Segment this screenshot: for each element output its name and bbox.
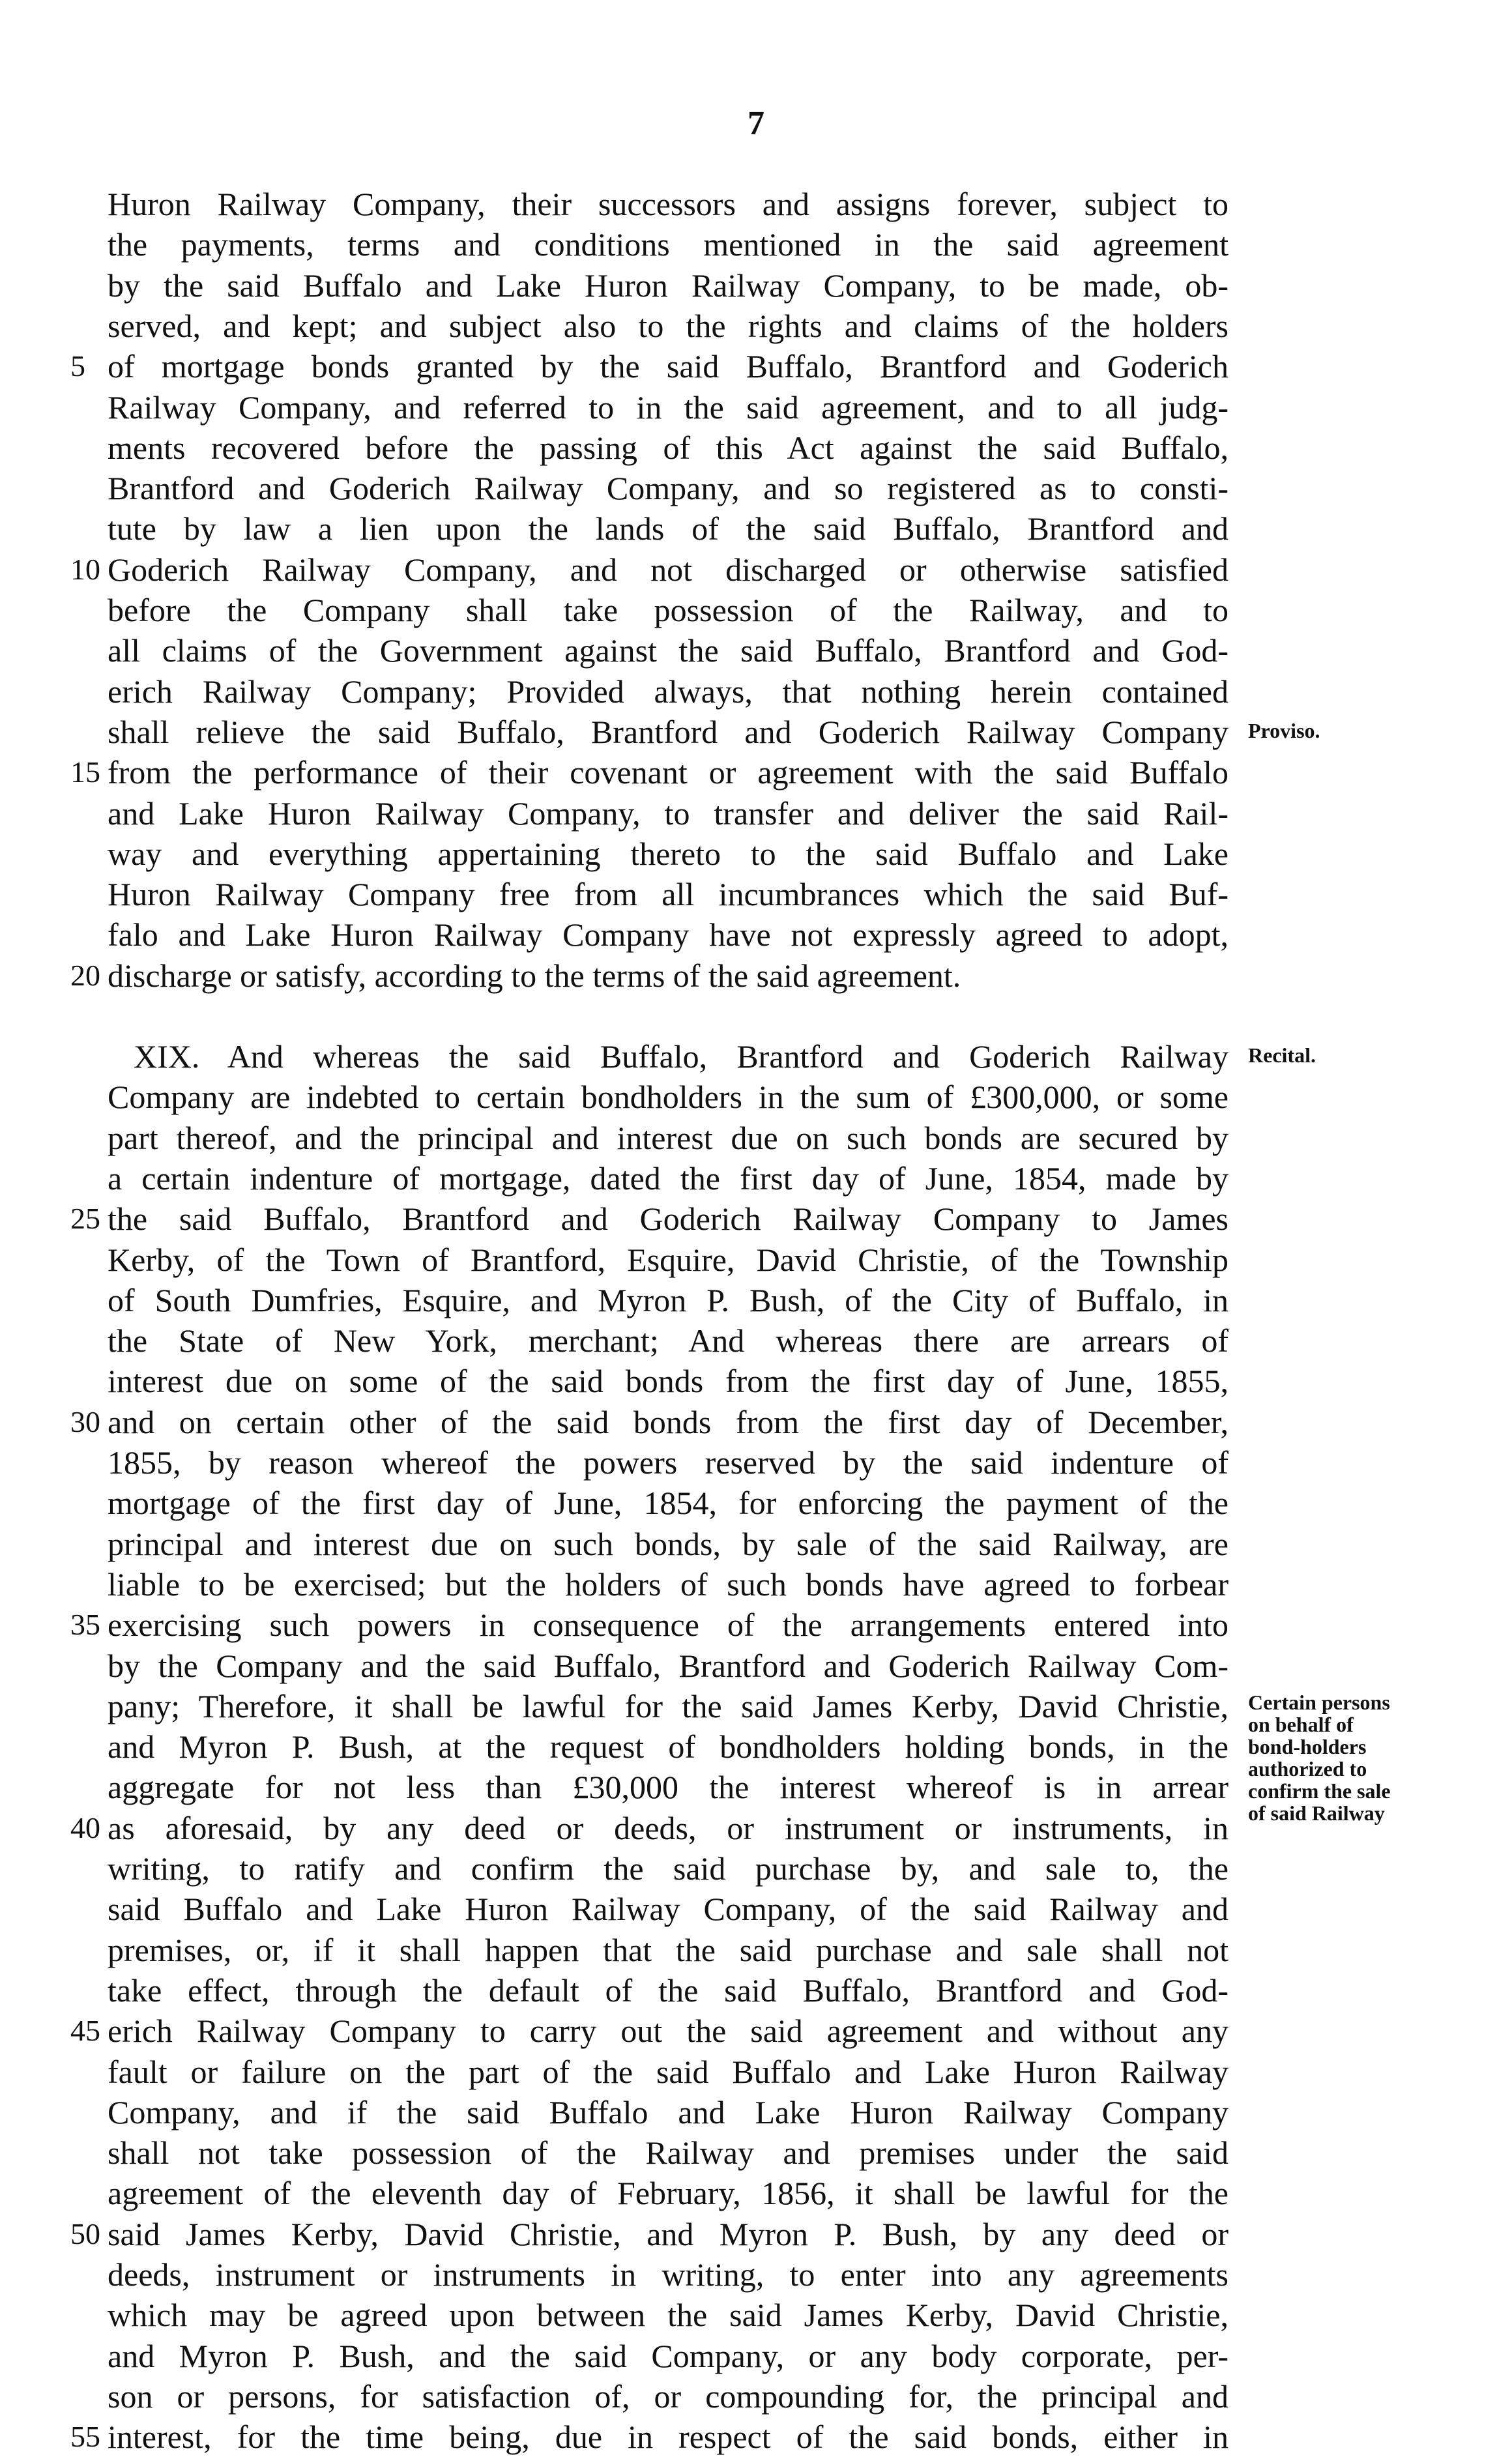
line-text: said Buffalo and Lake Huron Railway Company, of the said Railway and	[108, 1891, 1228, 1928]
line-text: writing, to ratify and confirm the said purchase by, and sale to, the	[108, 1850, 1228, 1887]
text-line	[0, 2011, 1238, 2051]
line-text: take effect, through the default of the said Buffalo, Brantford and God-	[108, 1971, 1228, 2009]
line-text: Kerby, of the Town of Brantford, Esquire, David Christie, of the Township	[108, 1241, 1228, 1278]
text-line	[0, 1646, 1238, 1686]
text-line	[0, 1240, 1238, 1280]
text-line	[0, 1442, 1238, 1483]
line-text: 1855, by reason whereof the powers reserved by the said indenture of	[108, 1444, 1228, 1481]
text-line	[0, 2052, 1238, 2092]
line-text: all claims of the Government against the said Buffalo, Brantford and God-	[108, 632, 1228, 669]
line-number: 45	[70, 2014, 100, 2048]
text-line	[0, 549, 1238, 590]
line-number: 5	[70, 349, 85, 383]
line-text: and Myron P. Bush, and the said Company, or any body corporate, per-	[108, 2337, 1228, 2374]
line-number: 25	[70, 1202, 100, 1236]
text-line	[0, 2295, 1238, 2335]
line-text: the payments, terms and conditions mentioned in the said agreement	[108, 226, 1228, 263]
text-line	[0, 184, 1238, 224]
line-text: which may be agreed upon between the said James Kerby, David Christie,	[108, 2297, 1228, 2334]
line-number: 20	[70, 958, 100, 992]
line-text: and on certain other of the said bonds from the first day of December,	[108, 1403, 1228, 1440]
line-text: Brantford and Goderich Railway Company, and so registered as to consti-	[108, 470, 1228, 507]
text-line	[0, 1483, 1238, 1523]
line-text: exercising such powers in consequence of the arrangements entered into	[108, 1606, 1228, 1644]
text-line	[0, 2214, 1238, 2254]
line-number: 55	[70, 2420, 100, 2454]
line-text: a certain indenture of mortgage, dated the first day of June, 1854, made by	[108, 1159, 1228, 1197]
text-line	[0, 1808, 1238, 1848]
line-text: Goderich Railway Company, and not discharged or otherwise satisfied	[108, 551, 1228, 588]
text-line	[0, 265, 1238, 306]
line-text: before the Company shall take possession of the Railway, and to	[108, 592, 1228, 628]
line-text: agreement of the eleventh day of February, 1856, it shall be lawful for the	[108, 2175, 1228, 2212]
text-line	[0, 914, 1238, 955]
text-line	[0, 1036, 1238, 1077]
line-number: 50	[70, 2217, 100, 2250]
line-text: deeds, instrument or instruments in writing, to enter into any agreements	[108, 2256, 1228, 2293]
margin-note	[1248, 1044, 1444, 1066]
line-text: Huron Railway Company free from all incumbrances which the said Buf-	[108, 876, 1228, 913]
margin-note-line: authorized to	[1248, 1756, 1367, 1781]
text-line	[0, 428, 1238, 468]
text-line	[0, 1118, 1238, 1158]
text-line	[0, 306, 1238, 346]
margin-note-line: Proviso.	[1248, 718, 1320, 742]
text-line	[0, 2092, 1238, 2132]
line-number: 40	[70, 1810, 100, 1844]
text-line	[0, 468, 1238, 508]
text-line	[0, 1199, 1238, 1239]
line-text: and Myron P. Bush, at the request of bondholders holding bonds, in the	[108, 1728, 1228, 1766]
line-text: Railway Company, and referred to in the said agreement, and to all judg-	[108, 388, 1228, 426]
margin-note	[1248, 720, 1444, 742]
line-text: principal and interest due on such bonds, by sale of the said Railway, are	[108, 1525, 1228, 1562]
text-line	[0, 387, 1238, 428]
text-line	[0, 1402, 1238, 1442]
line-text: part thereof, and the principal and interest due on such bonds are secured by	[108, 1119, 1228, 1156]
line-text: discharge or satisfy, according to the terms of the said agreement.	[108, 957, 961, 994]
text-line	[0, 590, 1238, 630]
text-line	[0, 346, 1238, 386]
margin-note-line: of said Railway	[1248, 1801, 1385, 1825]
line-text: served, and kept; and subject also to the rights and claims of the holders	[108, 307, 1228, 344]
line-text: interest due on some of the said bonds from the first day of June, 1855,	[108, 1363, 1228, 1400]
line-text: premises, or, if it shall happen that the said purchase and sale shall not	[108, 1931, 1228, 1968]
text-line	[0, 2336, 1238, 2376]
line-text: ments recovered before the passing of this Act against the said Buffalo,	[108, 429, 1228, 466]
line-text: tute by law a lien upon the lands of the said Buffalo, Brantford and	[108, 510, 1228, 547]
line-text: way and everything appertaining thereto to the said Buffalo and Lake	[108, 835, 1228, 872]
text-line	[0, 1726, 1238, 1767]
text-line	[0, 2132, 1238, 2173]
line-text: the State of New York, merchant; And whereas there are arrears of	[108, 1322, 1228, 1359]
text-line	[0, 1767, 1238, 1807]
line-text: mortgage of the first day of June, 1854, for enforcing the payment of the	[108, 1485, 1228, 1522]
line-text: interest, for the time being, due in respect of the said bonds, either in	[108, 2419, 1228, 2456]
line-number: 10	[70, 552, 100, 586]
text-line	[0, 1605, 1238, 1645]
line-text: XIX. And whereas the said Buffalo, Brantford and Goderich Railway	[134, 1038, 1228, 1075]
line-text: liable to be exercised; but the holders of such bonds have agreed to forbear	[108, 1565, 1228, 1603]
line-text: Company, and if the said Buffalo and Lake Huron Railway Company	[108, 2093, 1228, 2130]
line-number: 35	[70, 1608, 100, 1642]
line-text: the said Buffalo, Brantford and Goderich Railway Company to James	[108, 1200, 1228, 1238]
text-line	[0, 712, 1238, 752]
margin-note-line: on behalf of	[1248, 1712, 1354, 1736]
text-line	[0, 630, 1238, 671]
text-line	[0, 1930, 1238, 1970]
text-line	[0, 1320, 1238, 1361]
text-line	[0, 834, 1238, 874]
margin-note-line: Recital.	[1248, 1043, 1316, 1067]
page-number: 7	[748, 105, 764, 142]
text-line	[0, 793, 1238, 834]
line-text: erich Railway Company to carry out the said agreement and without any	[108, 2013, 1228, 2050]
text-line	[0, 1158, 1238, 1199]
text-line	[0, 874, 1238, 914]
line-number: 30	[70, 1404, 100, 1438]
text-line	[0, 1970, 1238, 2011]
text-line	[0, 2417, 1238, 2457]
line-text: said James Kerby, David Christie, and Myron P. Bush, by any deed or	[108, 2215, 1228, 2252]
line-text: Huron Railway Company, their successors and assigns forever, subject to	[108, 186, 1228, 222]
text-line	[0, 1889, 1238, 1929]
text-line	[0, 224, 1238, 265]
text-line	[0, 1686, 1238, 1726]
line-text: of South Dumfries, Esquire, and Myron P. Bush, of the City of Buffalo, in	[108, 1281, 1228, 1318]
text-line	[0, 1280, 1238, 1320]
line-text: by the Company and the said Buffalo, Brantford and Goderich Railway Com-	[108, 1647, 1228, 1684]
line-text: son or persons, for satisfaction of, or compounding for, the principal and	[108, 2377, 1228, 2415]
text-line	[0, 671, 1238, 712]
text-line	[0, 1848, 1238, 1889]
line-text: and Lake Huron Railway Company, to transfer and deliver the said Rail-	[108, 794, 1228, 832]
text-line	[0, 2254, 1238, 2295]
margin-note-line: bond-holders	[1248, 1734, 1367, 1758]
text-line	[0, 1524, 1238, 1564]
line-text: Company are indebted to certain bondholders in the sum of £300,000, or some	[108, 1079, 1228, 1116]
margin-note-line: Certain persons	[1248, 1690, 1390, 1714]
text-line	[0, 752, 1238, 792]
text-line	[0, 1564, 1238, 1605]
text-line	[0, 508, 1238, 549]
line-text: aggregate for not less than £30,000 the interest whereof is in arrear	[108, 1769, 1228, 1806]
line-number: 15	[70, 755, 100, 789]
line-text: pany; Therefore, it shall be lawful for the said James Kerby, David Christie,	[108, 1687, 1228, 1724]
text-line	[0, 1077, 1238, 1117]
margin-note	[1248, 1691, 1444, 1824]
text-line	[0, 955, 1238, 996]
line-text: as aforesaid, by any deed or deeds, or instrument or instruments, in	[108, 1809, 1228, 1846]
line-text: falo and Lake Huron Railway Company have not expressly agreed to adopt,	[108, 916, 1228, 953]
line-text: erich Railway Company; Provided always, that nothing herein contained	[108, 673, 1228, 710]
margin-note-line: confirm the sale	[1248, 1779, 1391, 1803]
text-line	[0, 1361, 1238, 1401]
text-line	[0, 2376, 1238, 2417]
line-text: by the said Buffalo and Lake Huron Railway Company, to be made, ob-	[108, 267, 1228, 304]
line-text: from the performance of their covenant or agreement with the said Buffalo	[108, 754, 1228, 791]
line-text: shall not take possession of the Railway and premises under the said	[108, 2134, 1228, 2172]
line-text: fault or failure on the part of the said Buffalo and Lake Huron Railway	[108, 2053, 1228, 2090]
line-text: of mortgage bonds granted by the said Buffalo, Brantford and Goderich	[108, 348, 1228, 385]
text-line	[0, 2173, 1238, 2213]
line-text: shall relieve the said Buffalo, Brantford and Goderich Railway Company	[108, 713, 1228, 750]
